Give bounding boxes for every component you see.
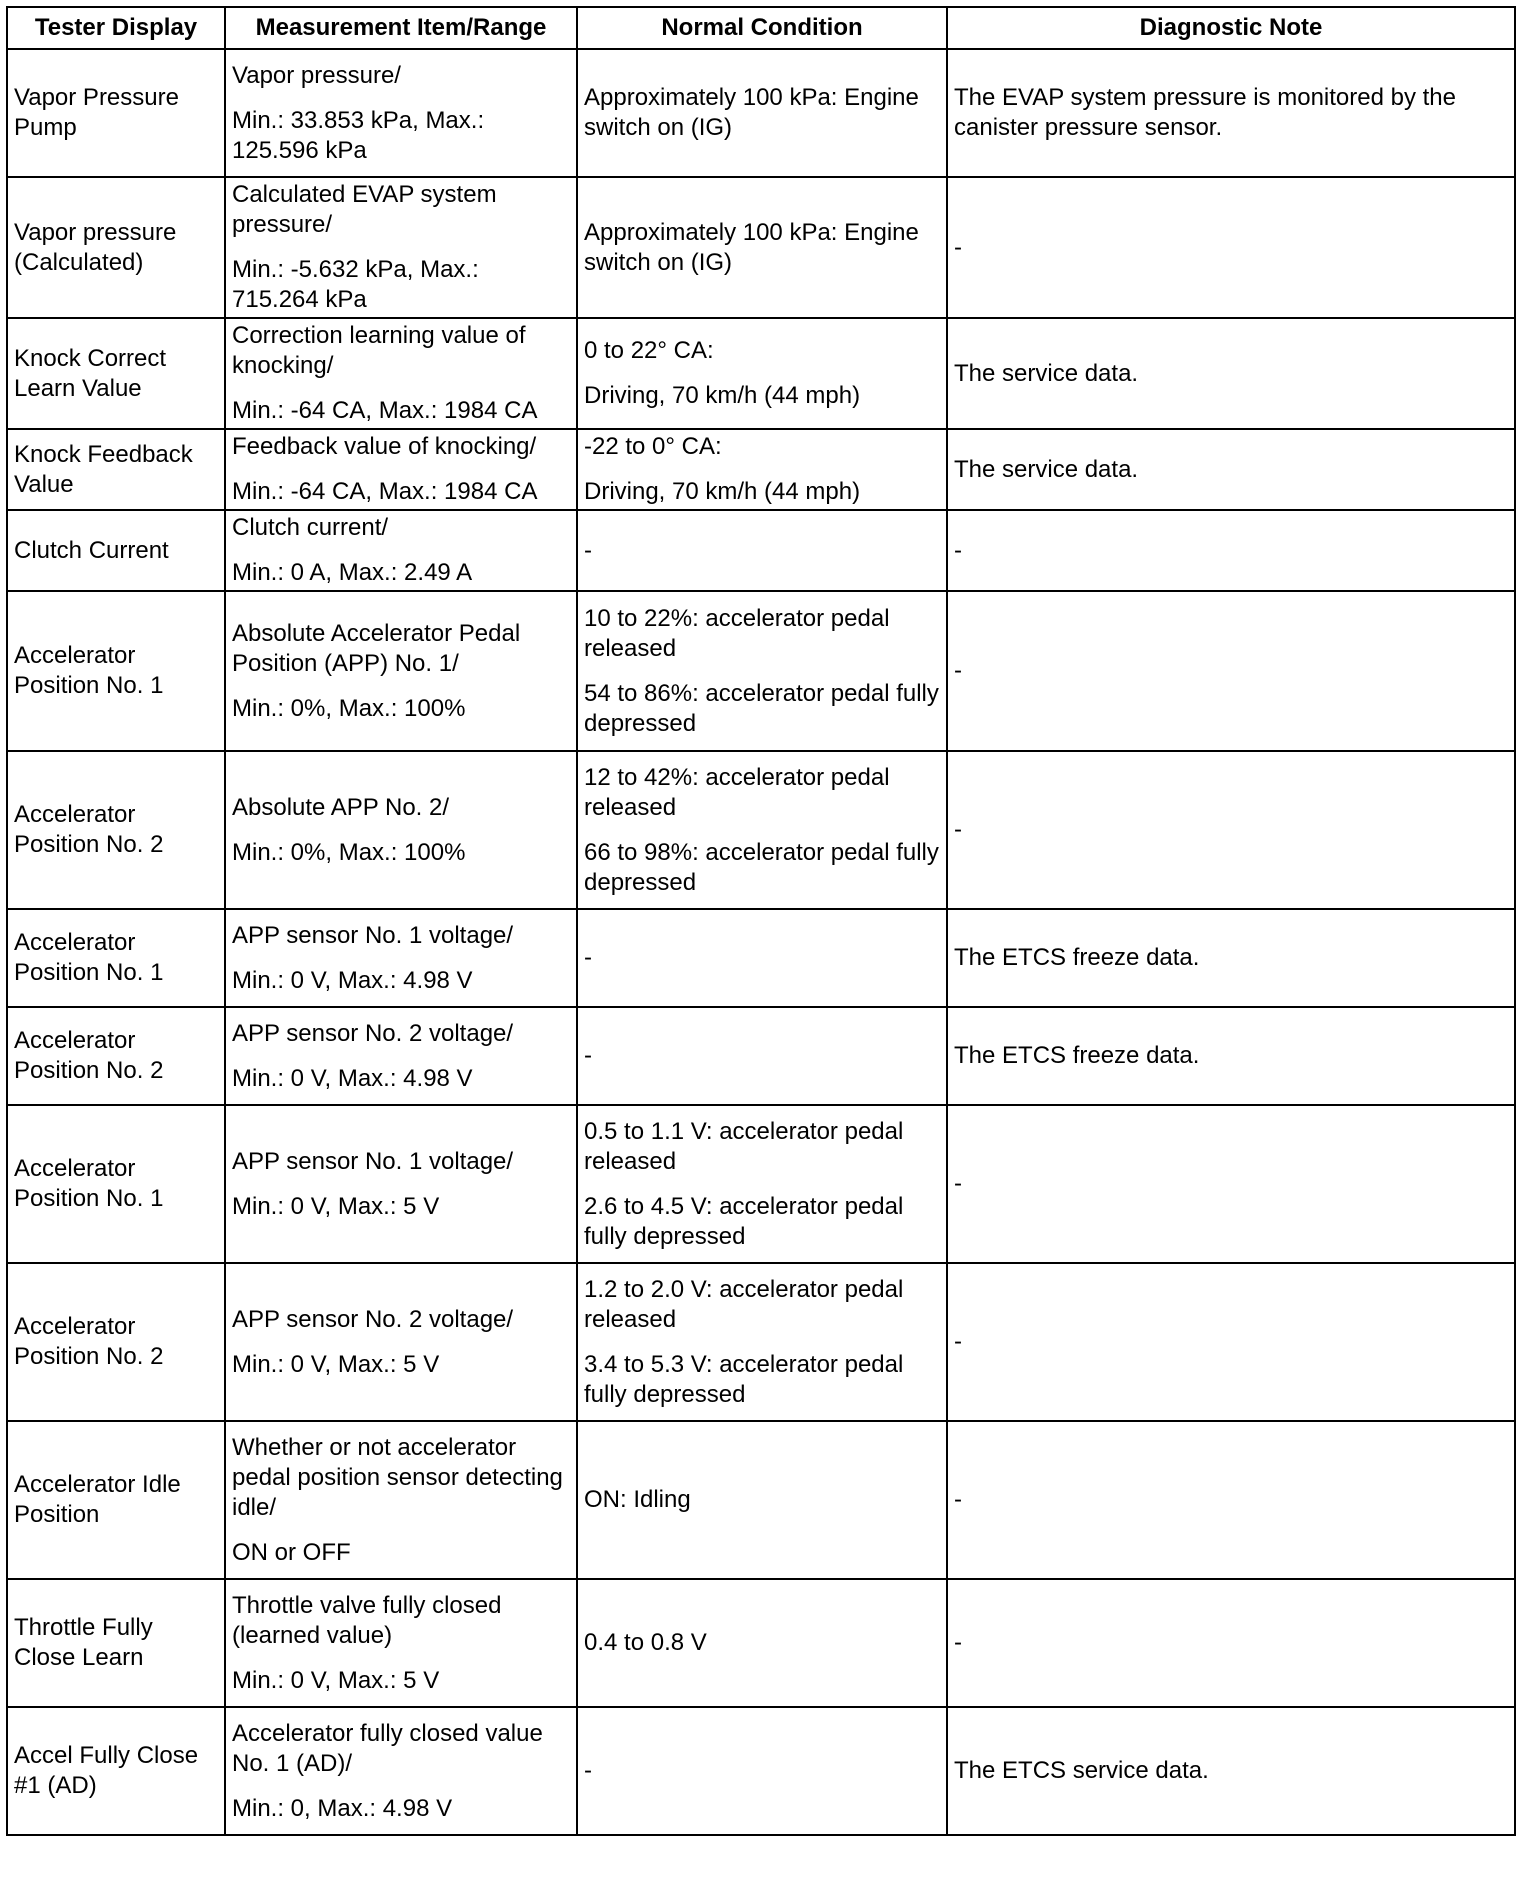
measurement-cell xyxy=(225,177,577,318)
measurement-item: Feedback value of knocking/ xyxy=(232,433,537,460)
normal-condition: - xyxy=(584,536,592,564)
tester-display-cell: Knock Correct Learn Value xyxy=(7,318,225,429)
tester-display-cell: Vapor pressure (Calculated) xyxy=(7,177,225,318)
normal-condition-cell xyxy=(577,1105,947,1263)
tester-display-cell: Accelerator Position No. 1 xyxy=(7,1105,225,1263)
diagnostic-note-cell: - xyxy=(947,177,1515,318)
normal-condition: Driving, 70 km/h (44 mph) xyxy=(584,478,861,505)
measurement-item: Accelerator fully closed value No. 1 (AD)/ xyxy=(232,1719,543,1777)
measurement-cell xyxy=(225,1007,577,1105)
table-row xyxy=(7,1421,1515,1579)
diagnostic-note-cell: The service data. xyxy=(947,318,1515,429)
measurement-range: Min.: -5.632 kPa, Max.: 715.264 kPa xyxy=(232,256,479,313)
measurement-cell xyxy=(225,49,577,177)
normal-condition: 66 to 98%: accelerator pedal fully depressed xyxy=(584,838,939,896)
table-row xyxy=(7,510,1515,591)
table-row xyxy=(7,177,1515,318)
measurement-range: Min.: 33.853 kPa, Max.: 125.596 kPa xyxy=(232,106,485,164)
tester-display-cell: Accel Fully Close #1 (AD) xyxy=(7,1707,225,1835)
measurement-item: Throttle valve fully closed (learned value) xyxy=(232,1591,502,1649)
diagnostic-note-cell: - xyxy=(947,1263,1515,1421)
measurement-cell xyxy=(225,1579,577,1707)
measurement-range: Min.: 0 V, Max.: 5 V xyxy=(232,1192,440,1220)
normal-condition-cell xyxy=(577,510,947,591)
normal-condition-cell xyxy=(577,1707,947,1835)
table-row xyxy=(7,1105,1515,1263)
measurement-item: APP sensor No. 2 voltage/ xyxy=(232,1019,514,1047)
table-row xyxy=(7,49,1515,177)
diagnostic-note-cell: The service data. xyxy=(947,429,1515,510)
tester-display-cell: Knock Feedback Value xyxy=(7,429,225,510)
normal-condition-cell xyxy=(577,1421,947,1579)
measurement-range: Min.: 0%, Max.: 100% xyxy=(232,838,466,866)
measurement-cell xyxy=(225,751,577,909)
header-tester-display: Tester Display xyxy=(7,7,225,49)
table-row xyxy=(7,909,1515,1007)
measurement-range: Min.: 0 V, Max.: 5 V xyxy=(232,1666,440,1694)
measurement-range: Min.: 0 V, Max.: 4.98 V xyxy=(232,966,473,994)
table-row xyxy=(7,429,1515,510)
normal-condition: 3.4 to 5.3 V: accelerator pedal fully depressed xyxy=(584,1350,904,1408)
normal-condition: Approximately 100 kPa: Engine switch on (IG) xyxy=(584,218,919,276)
diagnostic-note-cell: The ETCS freeze data. xyxy=(947,1007,1515,1105)
table-row xyxy=(7,1579,1515,1707)
table-row xyxy=(7,318,1515,429)
tester-display-cell: Accelerator Position No. 1 xyxy=(7,909,225,1007)
measurement-cell xyxy=(225,591,577,751)
measurement-cell xyxy=(225,510,577,591)
measurement-item: Whether or not accelerator pedal position sensor detecting idle/ xyxy=(232,1433,563,1521)
normal-condition: - xyxy=(584,1042,592,1069)
header-measurement-item: Measurement Item/Range xyxy=(225,7,577,49)
measurement-cell xyxy=(225,1421,577,1579)
measurement-item: APP sensor No. 1 voltage/ xyxy=(232,1147,514,1175)
normal-condition: -22 to 0° CA: xyxy=(584,433,722,460)
normal-condition-cell xyxy=(577,1007,947,1105)
measurement-item: APP sensor No. 2 voltage/ xyxy=(232,1305,514,1333)
normal-condition: 12 to 42%: accelerator pedal released xyxy=(584,763,890,821)
normal-condition: 2.6 to 4.5 V: accelerator pedal fully depressed xyxy=(584,1192,904,1250)
data-table xyxy=(6,6,1516,1836)
diagnostic-note-cell: - xyxy=(947,751,1515,909)
table-row xyxy=(7,1007,1515,1105)
normal-condition-cell xyxy=(577,318,947,429)
table-row xyxy=(7,751,1515,909)
normal-condition-cell xyxy=(577,49,947,177)
measurement-cell xyxy=(225,1707,577,1835)
normal-condition: 54 to 86%: accelerator pedal fully depressed xyxy=(584,679,939,737)
normal-condition-cell xyxy=(577,751,947,909)
measurement-cell xyxy=(225,909,577,1007)
normal-condition: - xyxy=(584,1757,592,1784)
tester-display-cell: Accelerator Position No. 2 xyxy=(7,1263,225,1421)
tester-display-cell: Throttle Fully Close Learn xyxy=(7,1579,225,1707)
measurement-range: Min.: 0 V, Max.: 5 V xyxy=(232,1350,440,1378)
normal-condition: - xyxy=(584,944,592,971)
diagnostic-note-cell: - xyxy=(947,510,1515,591)
table-row xyxy=(7,591,1515,751)
diagnostic-note-cell: - xyxy=(947,1421,1515,1579)
normal-condition-cell xyxy=(577,177,947,318)
header-normal-condition: Normal Condition xyxy=(577,7,947,49)
measurement-range: Min.: -64 CA, Max.: 1984 CA xyxy=(232,397,538,424)
tester-display-cell: Accelerator Idle Position xyxy=(7,1421,225,1579)
normal-condition-cell xyxy=(577,1579,947,1707)
measurement-cell xyxy=(225,429,577,510)
tester-display-cell: Clutch Current xyxy=(7,510,225,591)
measurement-range: Min.: 0, Max.: 4.98 V xyxy=(232,1794,453,1822)
measurement-item: Absolute APP No. 2/ xyxy=(232,793,450,821)
table-row xyxy=(7,1707,1515,1835)
measurement-cell xyxy=(225,1105,577,1263)
tester-display-cell: Vapor Pressure Pump xyxy=(7,49,225,177)
normal-condition-cell xyxy=(577,591,947,751)
normal-condition: ON: Idling xyxy=(584,1486,691,1513)
diagnostic-note-cell: - xyxy=(947,1579,1515,1707)
measurement-item: Calculated EVAP system pressure/ xyxy=(232,181,497,238)
table-row xyxy=(7,1263,1515,1421)
normal-condition: 1.2 to 2.0 V: accelerator pedal released xyxy=(584,1275,904,1333)
tester-display-cell: Accelerator Position No. 1 xyxy=(7,591,225,751)
diagnostic-note-cell: - xyxy=(947,1105,1515,1263)
measurement-range: ON or OFF xyxy=(232,1538,351,1566)
normal-condition: 0.5 to 1.1 V: accelerator pedal released xyxy=(584,1117,904,1175)
measurement-item: Vapor pressure/ xyxy=(232,61,401,89)
measurement-item: APP sensor No. 1 voltage/ xyxy=(232,921,514,949)
header-row xyxy=(7,7,1515,49)
tester-display-cell: Accelerator Position No. 2 xyxy=(7,751,225,909)
diagnostic-note-cell: The ETCS service data. xyxy=(947,1707,1515,1835)
measurement-range: Min.: 0 A, Max.: 2.49 A xyxy=(232,559,473,586)
normal-condition-cell xyxy=(577,909,947,1007)
measurement-item: Correction learning value of knocking/ xyxy=(232,322,526,379)
measurement-range: Min.: 0%, Max.: 100% xyxy=(232,694,466,722)
normal-condition: 0 to 22° CA: xyxy=(584,337,714,364)
measurement-item: Clutch current/ xyxy=(232,514,389,541)
measurement-cell xyxy=(225,1263,577,1421)
tester-display-cell: Accelerator Position No. 2 xyxy=(7,1007,225,1105)
normal-condition: Approximately 100 kPa: Engine switch on (IG) xyxy=(584,84,919,141)
measurement-item: Absolute Accelerator Pedal Position (APP) No. 1/ xyxy=(232,619,521,677)
measurement-range: Min.: -64 CA, Max.: 1984 CA xyxy=(232,478,538,505)
header-diagnostic-note: Diagnostic Note xyxy=(947,7,1515,49)
normal-condition: Driving, 70 km/h (44 mph) xyxy=(584,382,861,409)
normal-condition: 10 to 22%: accelerator pedal released xyxy=(584,604,890,662)
normal-condition-cell xyxy=(577,1263,947,1421)
measurement-range: Min.: 0 V, Max.: 4.98 V xyxy=(232,1064,473,1092)
measurement-cell xyxy=(225,318,577,429)
diagnostic-note-cell: - xyxy=(947,591,1515,751)
normal-condition-cell xyxy=(577,429,947,510)
normal-condition: 0.4 to 0.8 V xyxy=(584,1629,707,1656)
diagnostic-note-cell: The EVAP system pressure is monitored by the canister pressure sensor. xyxy=(947,49,1515,177)
diagnostic-note-cell: The ETCS freeze data. xyxy=(947,909,1515,1007)
